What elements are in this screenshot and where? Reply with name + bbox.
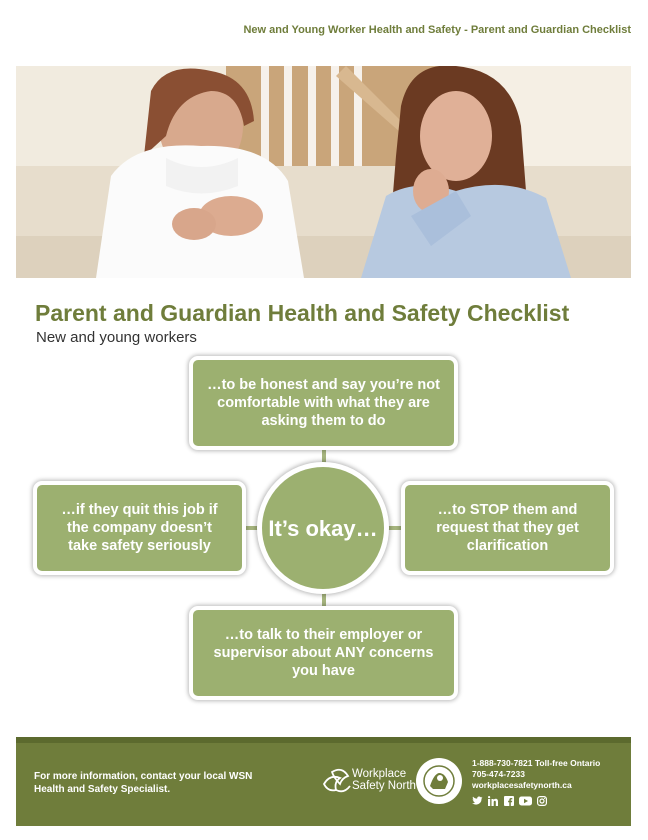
center-circle xyxy=(257,462,389,594)
facebook-icon[interactable] xyxy=(504,793,514,811)
page-header-title: New and Young Worker Health and Safety - Parent and Guardian Checklist xyxy=(243,24,631,36)
phone-tollfree: 1-888-730-7821 Toll-free Ontario xyxy=(472,758,601,768)
card-top xyxy=(189,356,458,450)
youtube-icon[interactable] xyxy=(519,793,532,811)
footer-bar xyxy=(16,738,631,826)
card-right-text: …to STOP them and request that they get clarification xyxy=(436,502,579,554)
footer-contact-details xyxy=(472,758,600,791)
instagram-icon[interactable] xyxy=(537,793,547,811)
website-link[interactable]: workplacesafetynorth.ca xyxy=(472,780,572,790)
okay-diagram xyxy=(0,350,648,710)
card-bottom-text: …to talk to their employer or supervisor about ANY concerns you have xyxy=(213,627,434,679)
twitter-icon[interactable] xyxy=(472,793,483,811)
card-left-text: …if they quit this job if the company doesn’t take safety seriously xyxy=(61,502,218,554)
wsn-brand-name: Workplace Safety North xyxy=(352,768,416,792)
linkedin-icon[interactable] xyxy=(488,793,499,811)
card-top-text: …to be honest and say you’re not comfortable with what they are asking them to do xyxy=(207,377,440,429)
card-right xyxy=(401,481,614,575)
card-left xyxy=(33,481,246,575)
ontario-mine-rescue-seal-icon xyxy=(414,756,464,806)
page-subtitle: New and young workers xyxy=(36,329,197,346)
page-title: Parent and Guardian Health and Safety Checklist xyxy=(35,300,570,326)
center-circle-text: It’s okay… xyxy=(268,515,378,541)
social-links xyxy=(472,793,547,811)
footer-contact-prompt: For more information, contact your local WSN Health and Safety Specialist. xyxy=(34,771,253,795)
phone-local: 705-474-7233 xyxy=(472,769,525,779)
hero-photo-illustration xyxy=(16,66,631,278)
hero-photo xyxy=(16,66,631,278)
card-bottom xyxy=(189,606,458,700)
